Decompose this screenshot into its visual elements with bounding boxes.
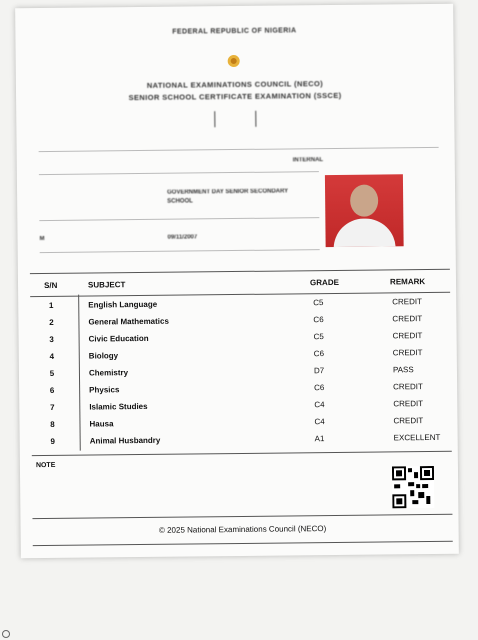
table-row: 5 Chemistry D7 PASS — [49, 365, 414, 378]
table-rows — [30, 293, 452, 450]
header-line-1: FEDERAL REPUBLIC OF NIGERIA — [172, 27, 297, 36]
note-section — [32, 451, 453, 516]
qr-code-icon — [392, 466, 434, 508]
results-table — [30, 269, 452, 450]
header-sn: S/N — [43, 280, 58, 291]
header-grade: GRADE — [309, 277, 339, 288]
divider — [40, 249, 320, 253]
coat-of-arms-icon — [227, 54, 241, 68]
result-sheet — [15, 4, 459, 559]
table-row: 3 Civic Education C5 CREDIT — [49, 331, 423, 344]
header-line-4: SENIOR SCHOOL CERTIFICATE EXAMINATION (SSCE) — [128, 90, 342, 103]
table-row: 6 Physics C6 CREDIT — [49, 382, 423, 395]
table-row: 1 English Language C5 CREDIT — [48, 297, 423, 310]
scanner-watermark-icon — [2, 630, 10, 638]
exam-year-box — [214, 111, 256, 127]
header-subject: SUBJECT — [87, 280, 126, 290]
footer-copyright: © 2025 National Examinations Council (NECO) — [32, 514, 452, 546]
table-row: 4 Biology C6 CREDIT — [49, 348, 423, 361]
exam-type: INTERNAL — [292, 157, 324, 164]
divider — [39, 171, 319, 175]
table-row: 2 General Mathematics C6 CREDIT — [49, 314, 423, 327]
school-name: GOVERNMENT DAY SENIOR SECONDARY SCHOOL — [167, 188, 289, 205]
table-row: 8 Hausa C4 CREDIT — [50, 416, 424, 429]
note-title: NOTE — [35, 461, 56, 470]
divider — [39, 147, 439, 152]
candidate-photo — [325, 174, 404, 247]
header-line-3: NATIONAL EXAMINATIONS COUNCIL (NECO) — [146, 79, 324, 90]
table-row: 9 Animal Husbandry A1 EXCELLENT — [50, 432, 441, 446]
sex: M — [39, 236, 45, 243]
table-row: 7 Islamic Studies C4 CREDIT — [50, 399, 424, 412]
date-of-birth: 09/11/2007 — [167, 234, 198, 241]
header-line-2 — [15, 38, 453, 43]
divider — [39, 217, 319, 221]
header-remark: REMARK — [389, 277, 426, 287]
